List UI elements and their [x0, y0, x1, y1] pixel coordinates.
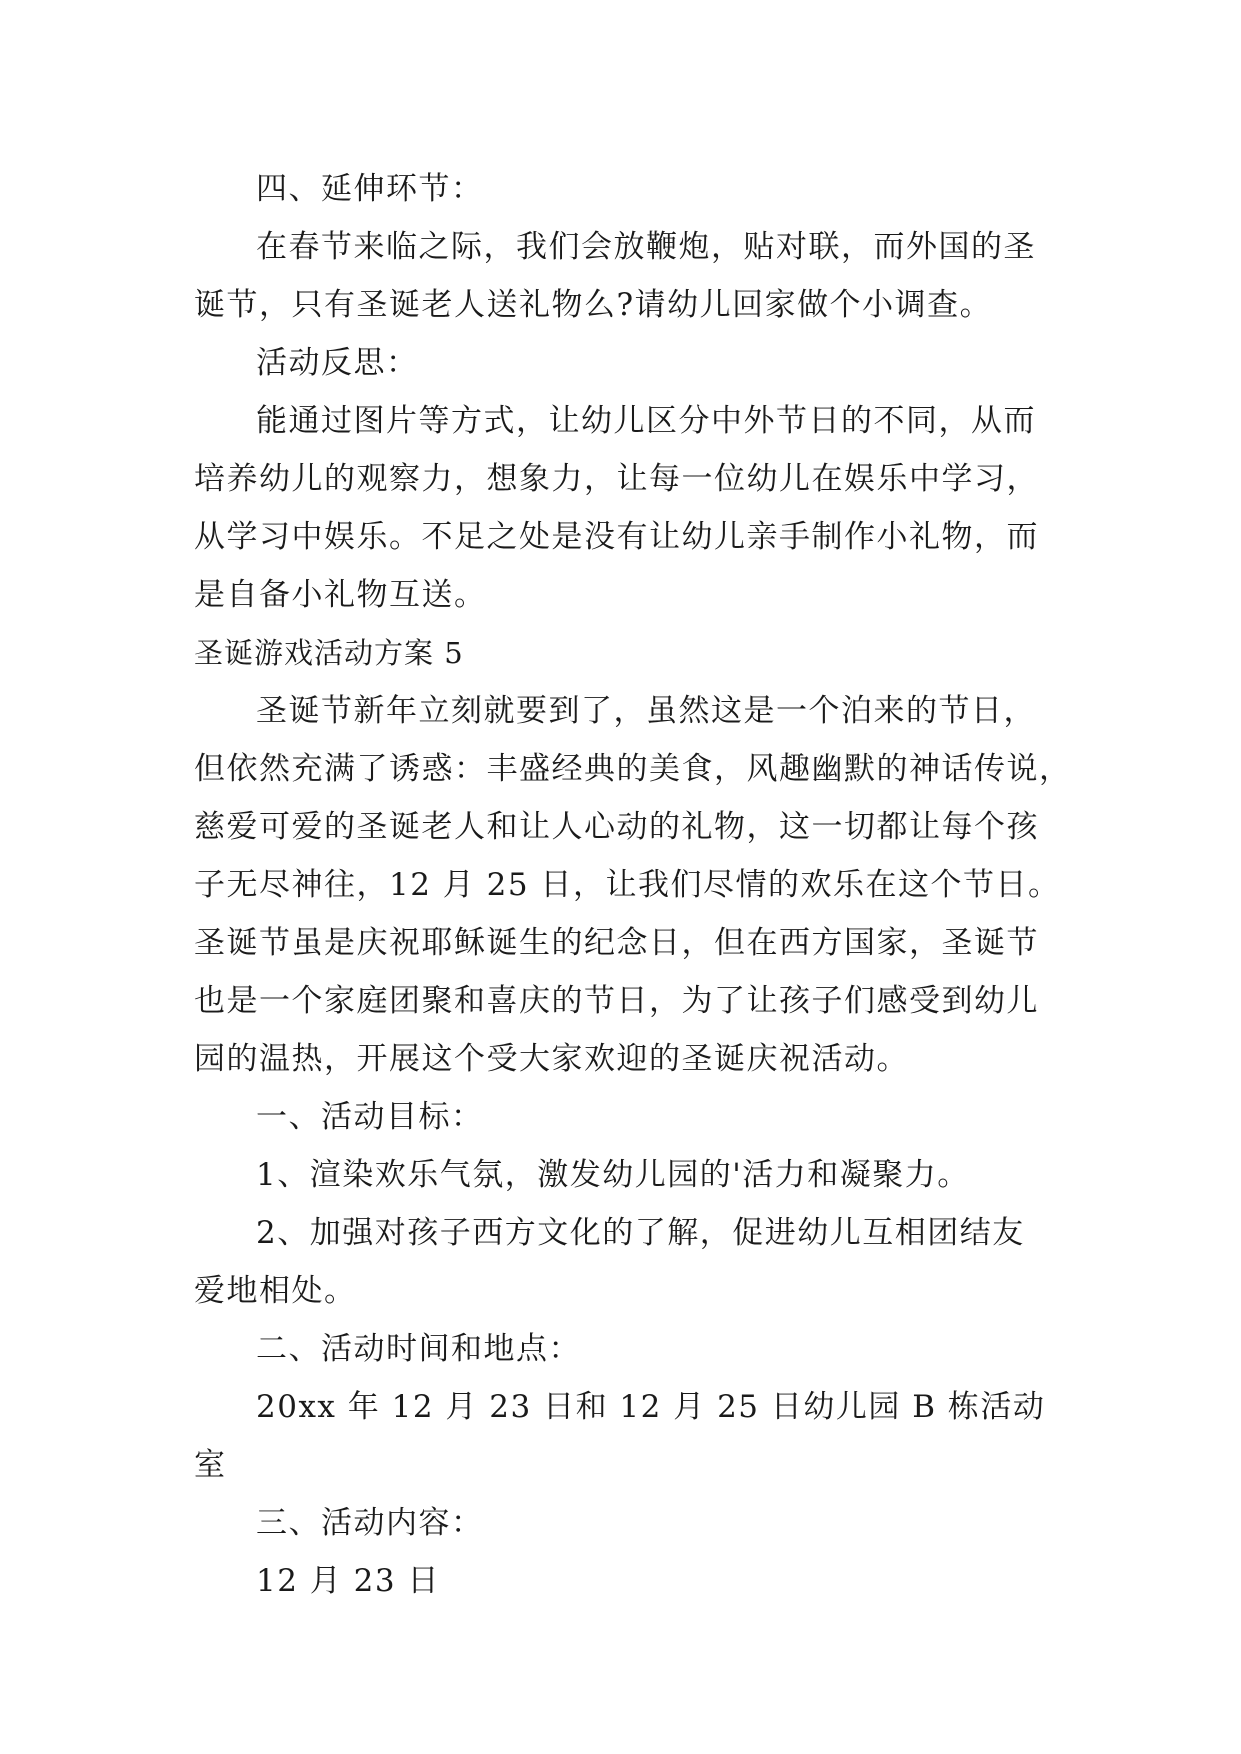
text-line: 在春节来临之际，我们会放鞭炮，贴对联，而外国的圣 — [256, 229, 1036, 265]
time-place-detail — [194, 1378, 1074, 1494]
reflection-paragraph — [194, 392, 1074, 624]
text-line: 诞节，只有圣诞老人送礼物么?请幼儿回家做个小调查。 — [194, 287, 993, 323]
intro-paragraph — [194, 682, 1074, 1088]
time-place-heading — [194, 1320, 1074, 1378]
content-heading — [194, 1494, 1074, 1552]
text-line: 圣诞节虽是庆祝耶稣诞生的纪念日，但在西方国家，圣诞节 — [194, 925, 1039, 961]
text-line: 园的温热，开展这个受大家欢迎的圣诞庆祝活动。 — [194, 1041, 909, 1077]
text-line: 爱地相处。 — [194, 1273, 357, 1309]
text-line: 二、活动时间和地点： — [256, 1331, 581, 1367]
text-line: 圣诞节新年立刻就要到了，虽然这是一个泊来的节日， — [256, 693, 1036, 729]
text-line: 圣诞游戏活动方案 5 — [194, 636, 464, 670]
text-line: 活动反思： — [256, 345, 419, 381]
section-extension-heading — [194, 160, 1074, 218]
text-line: 四、延伸环节： — [256, 171, 484, 207]
text-line: 12 月 23 日 — [256, 1563, 440, 1599]
text-line: 也是一个家庭团聚和喜庆的节日，为了让孩子们感受到幼儿 — [194, 983, 1039, 1019]
date-dec-23 — [194, 1552, 1074, 1610]
goals-heading — [194, 1088, 1074, 1146]
text-line: 是自备小礼物互送。 — [194, 577, 487, 613]
text-line: 三、活动内容： — [256, 1505, 484, 1541]
text-line: 慈爱可爱的圣诞老人和让人心动的礼物，这一切都让每个孩 — [194, 809, 1039, 845]
text-line: 子无尽神往，12 月 25 日，让我们尽情的欢乐在这个节日。 — [194, 867, 1061, 903]
text-line: 但依然充满了诱惑：丰盛经典的美食，风趣幽默的神话传说， — [194, 751, 1072, 787]
goal-1 — [194, 1146, 1074, 1204]
reflection-heading — [194, 334, 1074, 392]
document-body — [194, 160, 1074, 1610]
text-line: 1、渲染欢乐气氛，激发幼儿园的'活力和凝聚力。 — [256, 1157, 970, 1193]
text-line: 2、加强对孩子西方文化的了解，促进幼儿互相团结友 — [256, 1215, 1025, 1251]
plan-title — [194, 624, 1074, 682]
text-line: 能通过图片等方式，让幼儿区分中外节日的不同，从而 — [256, 403, 1036, 439]
text-line: 培养幼儿的观察力，想象力，让每一位幼儿在娱乐中学习， — [194, 461, 1039, 497]
goal-2 — [194, 1204, 1074, 1320]
text-line: 20xx 年 12 月 23 日和 12 月 25 日幼儿园 B 栋活动室 — [194, 1389, 1046, 1483]
text-line: 从学习中娱乐。不足之处是没有让幼儿亲手制作小礼物，而 — [194, 519, 1039, 555]
text-line: 一、活动目标： — [256, 1099, 484, 1135]
extension-paragraph — [194, 218, 1074, 334]
